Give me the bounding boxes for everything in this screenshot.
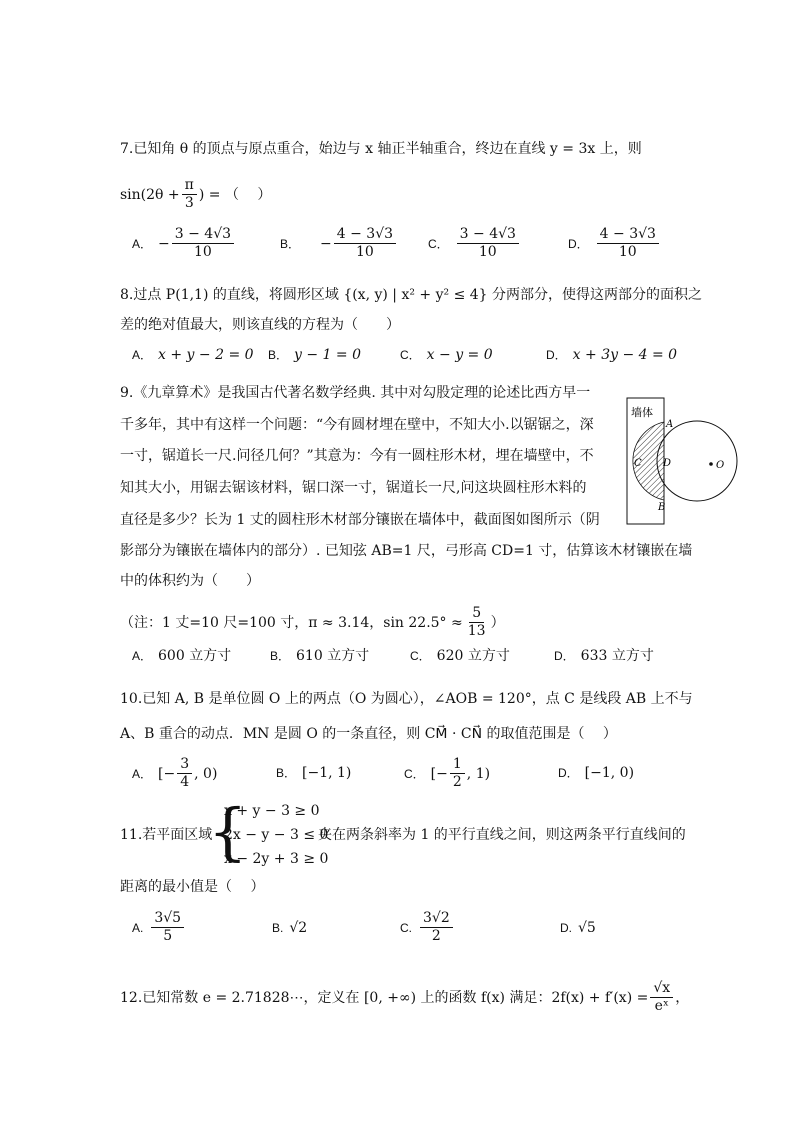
option-post: , 0) [194, 765, 218, 782]
option-num: 3 − 4√3 [172, 226, 234, 244]
option-den: 2 [431, 928, 441, 944]
q11-option-c[interactable] [400, 910, 455, 945]
q11-system-eq3: x − 2y + 3 ≥ 0 [224, 851, 329, 867]
q9-stem-line5: 直径是多少？长为 1 丈的圆柱形木材部分镶嵌在墙体中，截面图如图所示（阴 [120, 512, 600, 528]
q9-option-d[interactable] [554, 645, 654, 665]
option-label: D． [558, 766, 579, 780]
q9-option-a[interactable] [132, 645, 231, 665]
option-text: √5 [578, 920, 596, 936]
option-den: 10 [193, 244, 212, 260]
option-text: x + 3y − 4 = 0 [572, 346, 678, 363]
option-text: 600 立方寸 [158, 648, 232, 664]
q9-stem-line1: 9.《九章算术》是我国古代著名数学经典. 其中对勾股定理的论述比西方早一 [120, 385, 591, 401]
q8-option-b[interactable] [268, 346, 361, 363]
option-fraction [177, 756, 192, 791]
option-den: 2 [452, 774, 462, 790]
option-den: 10 [355, 244, 374, 260]
option-text: x − y = 0 [426, 346, 493, 363]
center-dot [709, 462, 713, 466]
option-den: 5 [163, 928, 173, 944]
option-label: B． [268, 348, 289, 362]
option-den: 10 [478, 244, 497, 260]
q9-option-b[interactable] [270, 645, 369, 665]
q12-fraction [650, 980, 673, 1015]
option-fraction [450, 756, 465, 791]
label-a: A [666, 419, 674, 430]
q11-stem-pre: 11.若平面区域 [120, 827, 213, 843]
q8-stem-line1: 8.过点 P(1,1) 的直线，将圆形区域 {(x, y) | x² + y² ≤ 4} 分两部分，使得这两部分的面积之 [120, 287, 703, 303]
q8-option-c[interactable] [400, 346, 493, 363]
option-label: B. [272, 921, 284, 935]
option-label: A． [132, 237, 153, 251]
q9-option-c[interactable] [410, 645, 510, 665]
q11-system-eq1: x + y − 3 ≥ 0 [224, 803, 320, 819]
option-pre: [− [158, 765, 176, 782]
option-label: D． [568, 237, 589, 251]
q10-option-c[interactable] [404, 756, 490, 791]
option-label: A． [132, 767, 153, 781]
q9-note-num: 5 [469, 605, 484, 623]
q10-option-b[interactable] [276, 764, 351, 781]
q10-option-a[interactable] [132, 756, 217, 791]
option-fraction [334, 226, 396, 261]
q7-expr-post: ) = （ ） [198, 186, 272, 203]
option-post: , 1) [466, 765, 491, 782]
q8-option-d[interactable] [546, 346, 677, 363]
q11-system-brace: { [208, 795, 248, 868]
q7-expr-num: π [182, 177, 197, 195]
option-label: B． [280, 237, 301, 251]
label-o: O [716, 460, 725, 471]
option-label: C. [400, 920, 412, 935]
option-label: C． [400, 348, 421, 362]
option-label: B． [270, 648, 291, 663]
option-den: 10 [618, 244, 637, 260]
option-fraction [597, 226, 659, 261]
option-text: 633 立方寸 [580, 648, 654, 664]
q12-stem-post: ， [675, 989, 690, 1006]
option-num: 3√2 [420, 910, 453, 928]
option-fraction [151, 910, 184, 945]
label-c: C [634, 458, 642, 469]
option-num: 3 [177, 756, 192, 774]
q9-note-fraction [465, 605, 489, 640]
q9-stem-line7: 中的体积约为（ ） [120, 573, 260, 589]
option-num: 4 − 3√3 [334, 226, 396, 244]
option-text: [−1, 1) [302, 764, 352, 781]
q11-option-a[interactable] [132, 910, 186, 945]
option-text: y − 1 = 0 [294, 346, 362, 363]
q11-system-eq2: 2x − y − 3 ≤ 0 [224, 827, 329, 843]
q9-stem-line6: 影部分为镶嵌在墙体内的部分）. 已知弦 AB=1 尺，弓形高 CD=1 寸，估算该木材镶嵌在墙 [120, 543, 693, 559]
option-label: A． [132, 648, 153, 663]
option-num: 1 [450, 756, 465, 774]
option-label: C． [404, 767, 425, 781]
option-label: C． [410, 648, 431, 663]
option-sign: − [320, 235, 332, 252]
q7-option-b[interactable] [280, 226, 398, 261]
q7-option-c[interactable] [428, 226, 521, 261]
q9-note-post: ） [490, 614, 505, 631]
option-fraction [457, 226, 519, 261]
q11-stem-line2: 距离的最小值是（ ） [120, 879, 265, 895]
q7-option-a[interactable] [132, 226, 236, 261]
q12-num: √x [650, 980, 673, 998]
label-d: D [663, 458, 672, 469]
option-label: D. [560, 921, 572, 935]
q7-stem-line1: 7.已知角 θ 的顶点与原点重合，始边与 x 轴正半轴重合，终边在直线 y = 3x 上，则 [120, 141, 642, 157]
q9-stem-line2: 千多年，其中有这样一个问题：“今有圆材埋在壁中，不知大小.以锯锯之，深 [120, 417, 594, 433]
q11-option-d[interactable] [560, 920, 596, 936]
option-text: √2 [289, 920, 308, 936]
option-label: C． [428, 237, 449, 251]
q7-expr-fraction [182, 177, 197, 212]
q7-option-d[interactable] [568, 226, 661, 261]
q12-stem [120, 980, 689, 1015]
q11-option-b[interactable] [272, 920, 307, 936]
q10-option-d[interactable] [558, 764, 634, 781]
option-label: D． [554, 648, 575, 663]
q10-stem-line1: 10.已知 A, B 是单位圆 O 上的两点（O 为圆心），∠AOB = 120°，点 C 是线段 AB 上不与 [120, 691, 693, 707]
q10-stem-line2: A、B 重合的动点．MN 是圆 O 的一条直径，则 CM⃗ · CN⃗ 的取值范围是（ ） [120, 726, 617, 742]
q12-stem-pre: 12.已知常数 e = 2.71828⋯，定义在 [0, +∞) 上的函数 f(x) 满足：2f(x) + f′(x) = [120, 989, 649, 1006]
q7-expr-pre: sin(2θ + [120, 186, 180, 203]
option-pre: [− [430, 765, 448, 782]
q7-stem-line2 [120, 177, 271, 212]
option-num: 4 − 3√3 [597, 226, 659, 244]
q9-stem-line3: 一寸，锯道长一尺.问径几何？”其意为：今有一圆柱形木材，埋在墙壁中，不 [120, 448, 594, 464]
q9-note [120, 605, 505, 640]
label-b: B [658, 502, 666, 513]
wall-label: 墙体 [631, 406, 653, 419]
q7-expr-den: 3 [184, 195, 194, 211]
option-den: 4 [180, 774, 190, 790]
option-fraction [172, 226, 234, 261]
q9-note-pre: （注：1 丈=10 尺=100 寸，π ≈ 3.14，sin 22.5° ≈ [120, 614, 463, 631]
option-label: D． [546, 348, 567, 362]
option-label: B． [276, 766, 297, 780]
option-sign: − [158, 235, 170, 252]
option-label: A. [132, 920, 144, 935]
option-num: 3 − 4√3 [457, 226, 519, 244]
option-text: [−1, 0) [584, 764, 635, 781]
option-text: x + y − 2 = 0 [158, 346, 254, 363]
q8-option-a[interactable] [132, 346, 254, 363]
q9-stem-line4: 知其大小，用锯去锯该材料，锯口深一寸，锯道长一尺,问这块圆柱形木料的 [120, 480, 587, 496]
option-text: 610 立方寸 [296, 648, 370, 664]
q8-stem-line2: 差的绝对值最大，则该直线的方程为（ ） [120, 317, 400, 333]
option-fraction [420, 910, 453, 945]
q9-figure [620, 392, 744, 530]
option-num: 3√5 [151, 910, 184, 928]
option-text: 620 立方寸 [436, 648, 510, 664]
q12-den: eˣ [654, 998, 669, 1014]
option-label: A． [132, 348, 153, 362]
q9-note-den: 13 [467, 623, 486, 639]
q11-stem-post: 夹在两条斜率为 1 的平行直线之间，则这两条平行直线间的 [318, 827, 686, 843]
